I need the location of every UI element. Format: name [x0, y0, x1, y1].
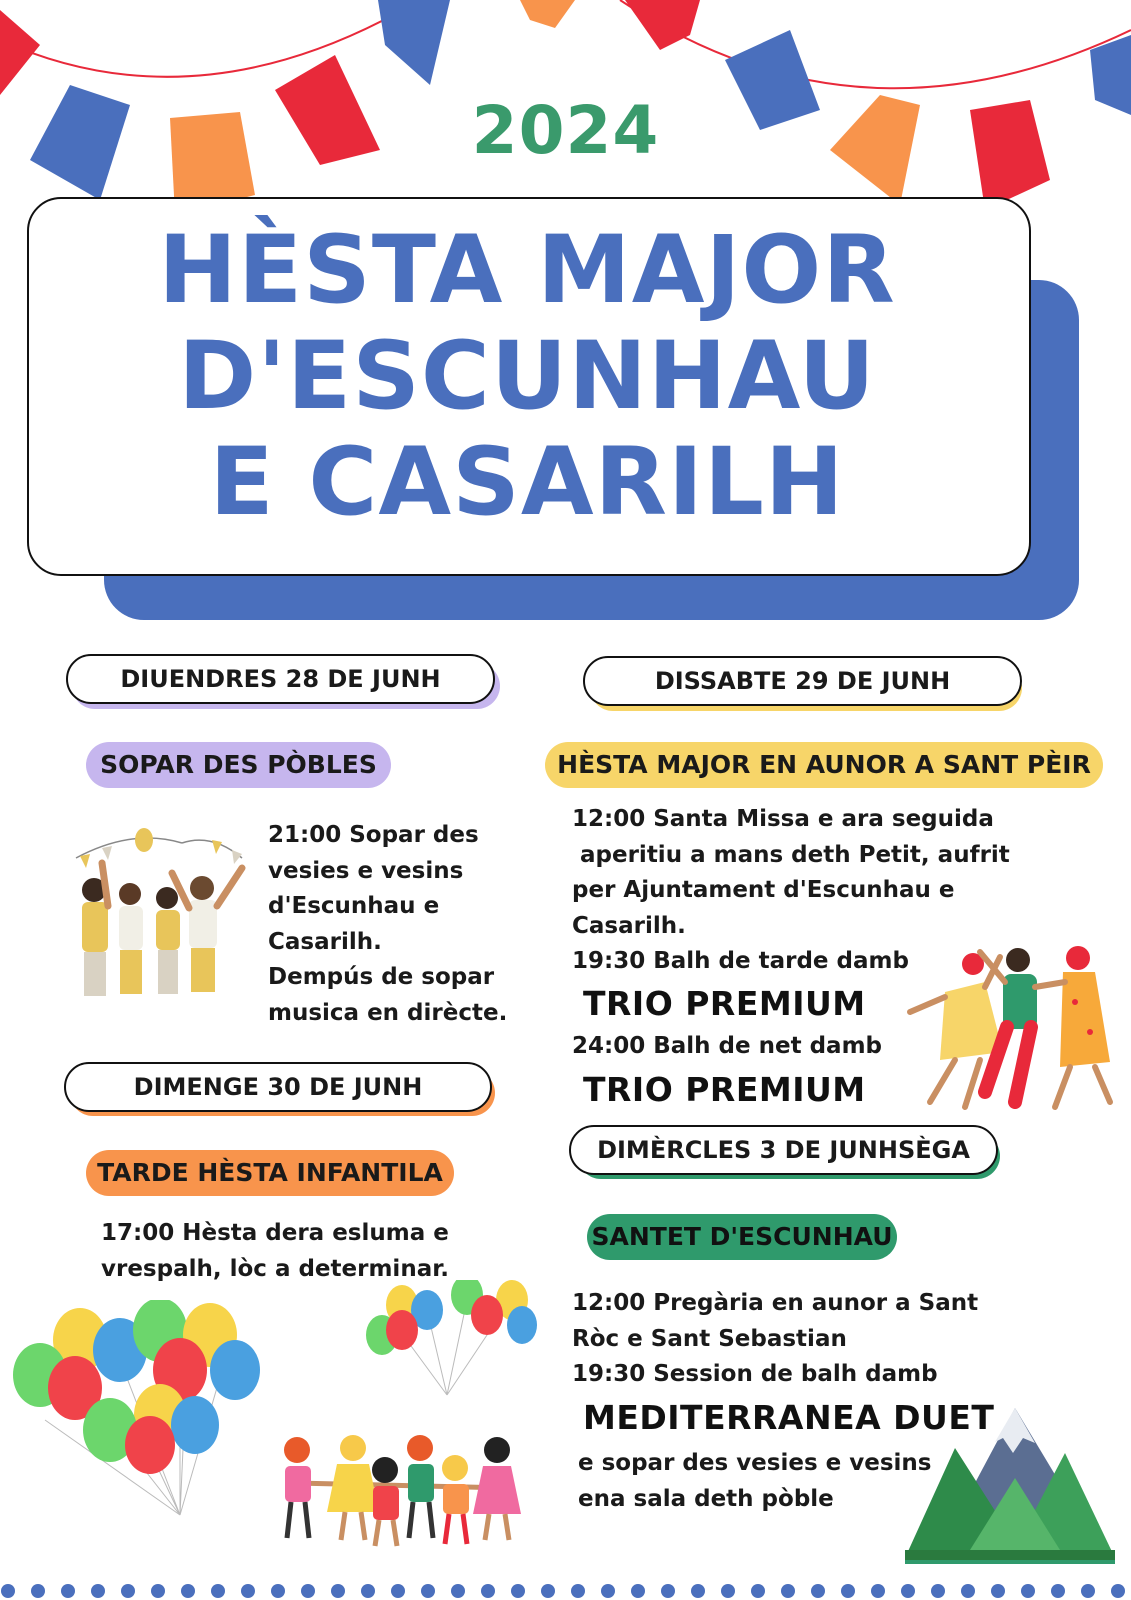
dotted-border: [0, 1582, 1131, 1600]
mountains-illustration: [905, 1408, 1115, 1568]
sunday-line: 17:00 Hèsta dera esluma e: [101, 1220, 449, 1246]
friday-line: vesies e vesins: [268, 857, 464, 884]
sunday-details: [101, 1216, 449, 1287]
friday-line: 21:00 Sopar des: [268, 822, 479, 848]
sunday-event-label: TARDE HÈSTA INFANTILA: [86, 1150, 454, 1196]
friday-line: Dempús de sopar: [268, 964, 495, 990]
wednesday-line: 19:30 Session de balh damb: [572, 1361, 938, 1387]
saturday-line: per Ajuntament d'Escunhau e: [572, 877, 955, 903]
title-line-2: D'ESCUNHAU: [178, 322, 876, 431]
friday-line: Casarilh.: [268, 928, 382, 955]
saturday-event-label: HÈSTA MAJOR EN AUNOR A SANT PÈIR: [545, 742, 1103, 788]
saturday-line: 19:30 Balh de tarde damb: [572, 948, 909, 974]
saturday-band-b: TRIO PREMIUM: [583, 1070, 866, 1109]
saturday-line: Casarilh.: [572, 912, 686, 939]
friday-details: [268, 818, 507, 1031]
wednesday-day-label: DIMÈRCLES 3 DE JUNHSÈGA: [569, 1125, 998, 1175]
saturday-line: aperitiu a mans deth Petit, aufrit: [572, 841, 1010, 868]
friday-event-label: SOPAR DES PÒBLES: [86, 742, 391, 788]
saturday-line-b: 24:00 Balh de net damb: [572, 1033, 882, 1059]
title-line-3: E CASARILH: [209, 428, 845, 537]
balloons-illustration: [10, 1300, 270, 1525]
dancing-people-illustration: [885, 942, 1125, 1117]
wednesday-details: [572, 1286, 978, 1393]
friday-line: musica en dirècte.: [268, 999, 508, 1026]
poster-title: [27, 218, 1027, 536]
saturday-line: 12:00 Santa Missa e ara seguida: [572, 806, 994, 832]
title-line-1: HÈSTA MAJOR: [158, 216, 896, 325]
wednesday-event-label: SANTET D'ESCUNHAU: [587, 1214, 897, 1260]
friday-day-label: DIUENDRES 28 DE JUNH: [66, 654, 495, 704]
wednesday-line: 12:00 Pregària en aunor a Sant: [572, 1290, 979, 1316]
friday-line: d'Escunhau e: [268, 893, 440, 919]
wednesday-after-line: ena sala deth pòble: [578, 1485, 834, 1512]
wednesday-line: Ròc e Sant Sebastian: [572, 1325, 847, 1352]
wednesday-after-line: e sopar des vesies e vesins: [578, 1450, 932, 1476]
small-balloons-illustration: [362, 1280, 552, 1400]
saturday-band-a: TRIO PREMIUM: [583, 984, 866, 1023]
children-playing-illustration: [275, 1428, 530, 1548]
sunday-day-label: DIMENGE 30 DE JUNH: [64, 1062, 492, 1112]
year-heading: 2024: [471, 92, 660, 169]
sunday-line: vrespalh, lòc a determinar.: [101, 1255, 450, 1282]
people-celebrating-illustration: [72, 828, 250, 1003]
saturday-day-label: DISSABTE 29 DE JUNH: [583, 656, 1022, 706]
wednesday-after: [578, 1446, 932, 1517]
wednesday-band: MEDITERRANEA DUET: [583, 1398, 995, 1437]
